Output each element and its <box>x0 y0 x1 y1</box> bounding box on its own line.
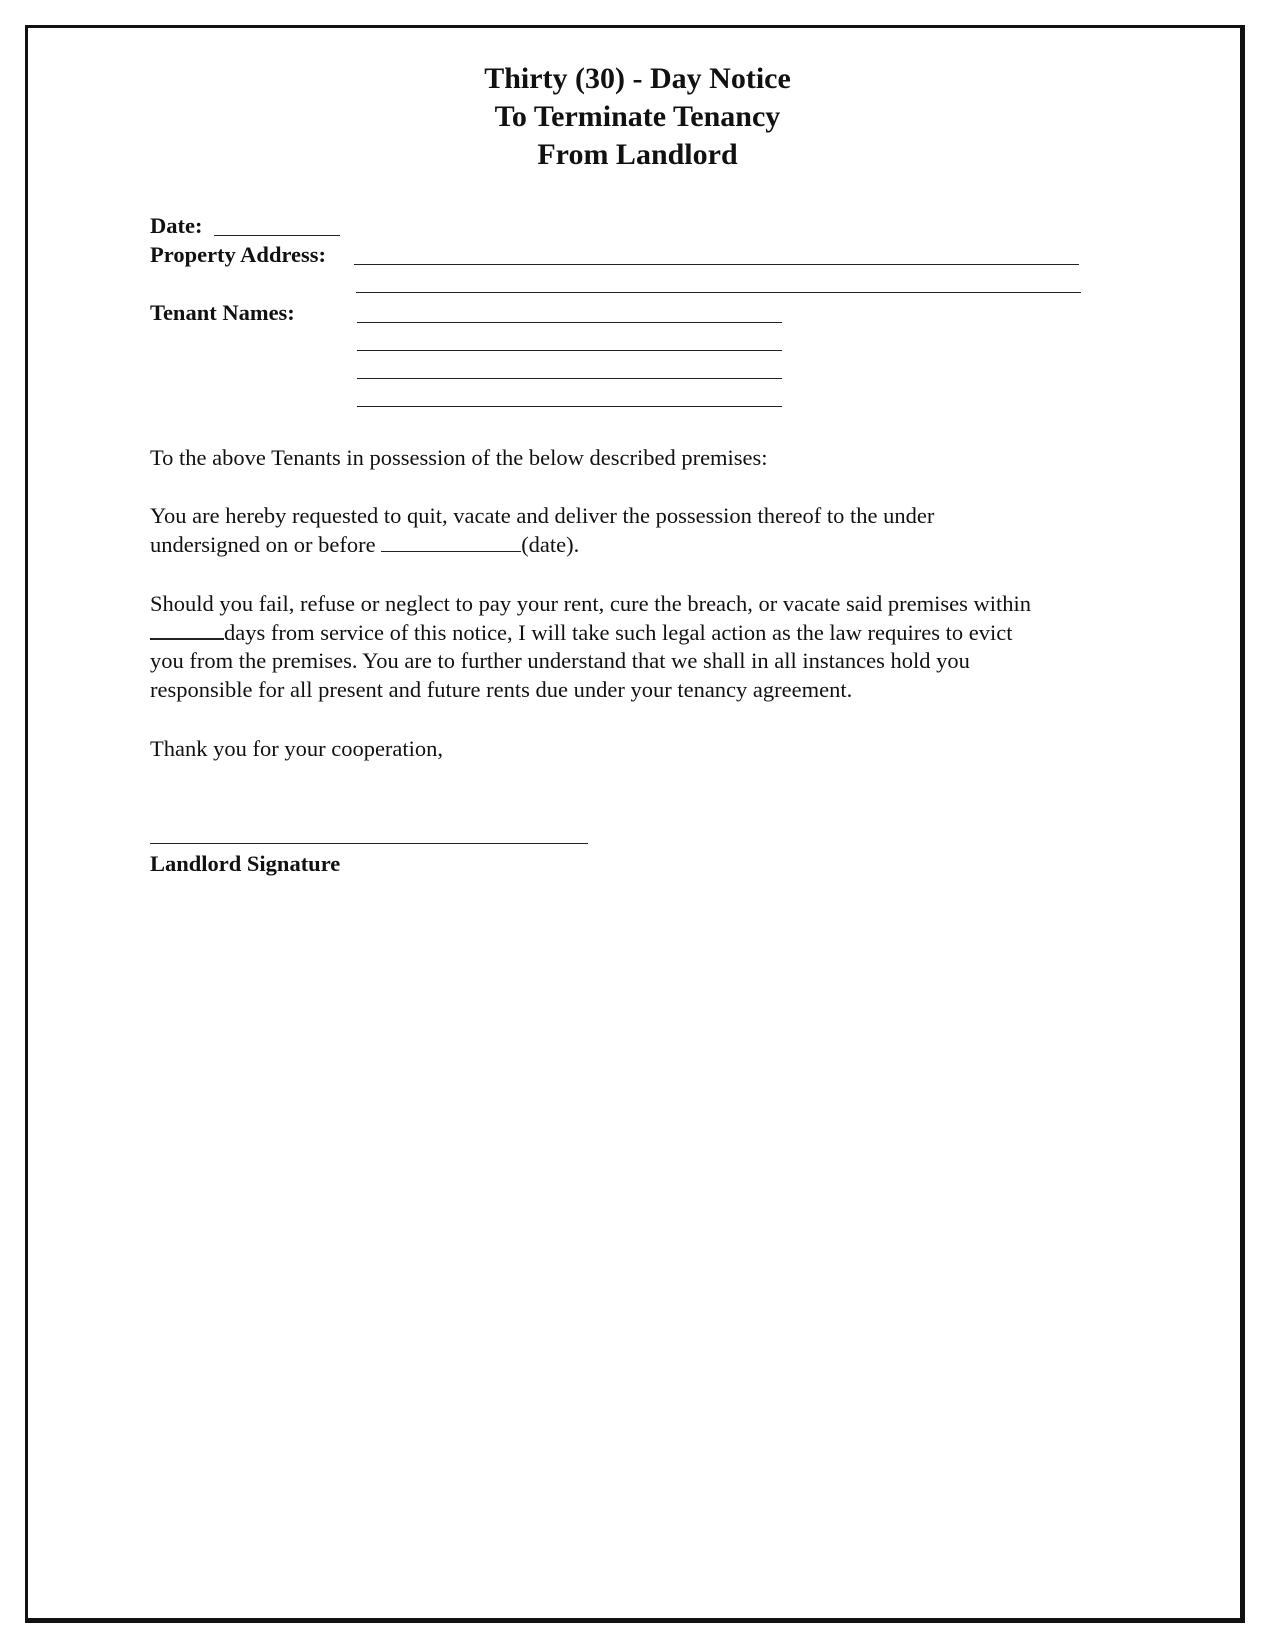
tenant-names-label: Tenant Names: <box>150 300 295 325</box>
request-line-2 <box>150 531 934 560</box>
closing-text: Thank you for your cooperation, <box>150 736 444 761</box>
property-address-field-line-2[interactable] <box>356 292 1081 293</box>
tenant-name-field-3[interactable] <box>357 378 782 379</box>
title-line-2: To Terminate Tenancy <box>494 100 781 133</box>
breach-line-2-post: days from service of this notice, I will take such legal action as the law requires to evict <box>224 619 1013 645</box>
notice-title <box>0 60 1275 174</box>
property-address-field-line-1[interactable] <box>354 264 1079 265</box>
title-line-1: Thirty (30) - Day Notice <box>484 62 791 95</box>
breach-line-2 <box>150 619 1031 648</box>
date-label: Date: <box>150 213 203 238</box>
tenant-name-field-2[interactable] <box>357 350 782 351</box>
intro-text: To the above Tenants in possession of the below described premises: <box>150 445 768 470</box>
request-line-2-post: (date). <box>521 531 580 557</box>
tenant-name-field-1[interactable] <box>357 322 782 323</box>
breach-line-1: Should you fail, refuse or neglect to pay your rent, cure the breach, or vacate said premises within <box>150 591 1031 616</box>
tenant-name-field-4[interactable] <box>357 406 782 407</box>
vacate-date-field[interactable] <box>381 533 521 552</box>
property-address-label: Property Address: <box>150 242 327 267</box>
signature-line[interactable] <box>150 843 588 844</box>
request-line-1: You are hereby requested to quit, vacate and deliver the possession thereof to the under <box>150 503 935 528</box>
breach-paragraph <box>150 590 1031 704</box>
request-paragraph <box>150 502 934 559</box>
date-field[interactable] <box>214 235 340 236</box>
breach-line-3: you from the premises. You are to further understand that we shall in all instances hold you <box>150 648 970 673</box>
days-field[interactable] <box>150 620 224 640</box>
breach-line-4: responsible for all present and future rents due under your tenancy agreement. <box>150 676 853 702</box>
signature-label: Landlord Signature <box>150 851 341 876</box>
title-line-3: From Landlord <box>537 138 738 171</box>
request-line-2-pre: undersigned on or before <box>150 531 382 557</box>
